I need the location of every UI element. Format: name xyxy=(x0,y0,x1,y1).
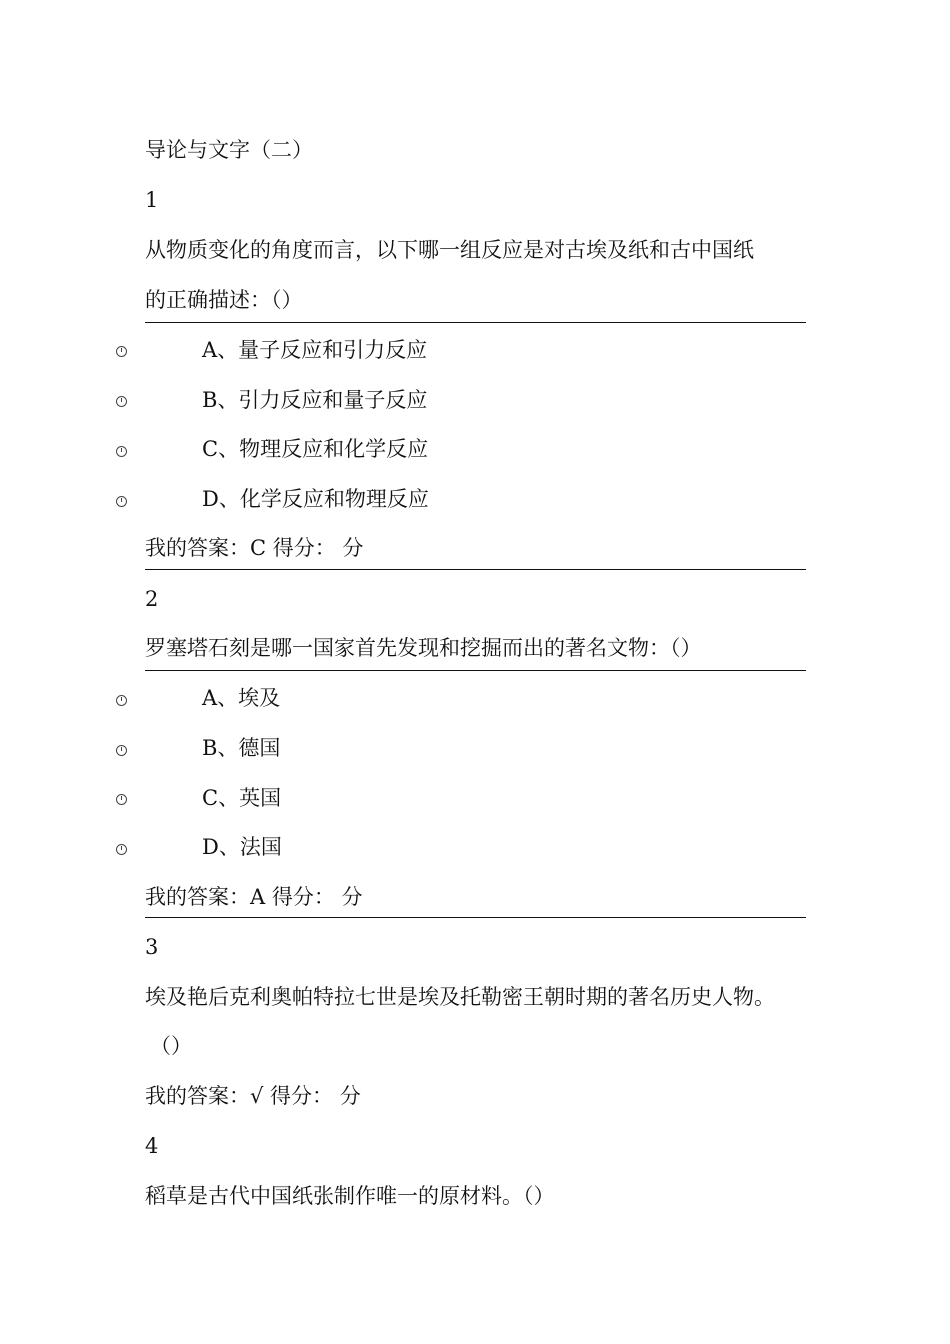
question-text: 从物质变化的角度而言，以下哪一组反应是对古埃及纸和古中国纸 xyxy=(145,238,754,262)
option-label: C、英国 xyxy=(202,786,282,810)
question-text: 稻草是古代中国纸张制作唯一的原材料。（） xyxy=(145,1184,555,1208)
radio-button[interactable] xyxy=(116,446,127,457)
question-text: 埃及艳后克利奥帕特拉七世是埃及托勒密王朝时期的著名历史人物。 xyxy=(145,985,775,1009)
question-number: 2 xyxy=(145,587,159,611)
radio-button[interactable] xyxy=(116,794,127,805)
option-label: B、引力反应和量子反应 xyxy=(202,388,428,412)
question-number: 3 xyxy=(145,935,159,959)
my-answer: 我的答案：A 得分： 分 xyxy=(145,885,363,909)
question-text: 的正确描述：（） xyxy=(145,288,303,312)
option-label: D、法国 xyxy=(202,835,282,859)
radio-button[interactable] xyxy=(116,844,127,855)
option-label: A、量子反应和引力反应 xyxy=(202,338,428,362)
option-label: B、德国 xyxy=(202,736,281,760)
option-label: D、化学反应和物理反应 xyxy=(202,487,429,511)
option-label: C、物理反应和化学反应 xyxy=(202,437,429,461)
question-text: （） xyxy=(150,1034,192,1058)
divider xyxy=(145,569,806,570)
section-title: 导论与文字（二） xyxy=(145,138,313,162)
question-number: 1 xyxy=(145,188,159,212)
radio-button[interactable] xyxy=(116,496,127,507)
radio-button[interactable] xyxy=(116,396,127,407)
divider xyxy=(145,322,806,323)
radio-button[interactable] xyxy=(116,695,127,706)
option-label: A、埃及 xyxy=(202,686,281,710)
my-answer: 我的答案：C 得分： 分 xyxy=(145,536,364,560)
divider xyxy=(145,670,806,671)
question-text: 罗塞塔石刻是哪一国家首先发现和挖掘而出的著名文物：（） xyxy=(145,636,702,660)
radio-button[interactable] xyxy=(116,745,127,756)
radio-button[interactable] xyxy=(116,346,127,357)
my-answer: 我的答案：√ 得分： 分 xyxy=(145,1084,361,1108)
divider xyxy=(145,917,806,918)
question-number: 4 xyxy=(145,1134,159,1158)
